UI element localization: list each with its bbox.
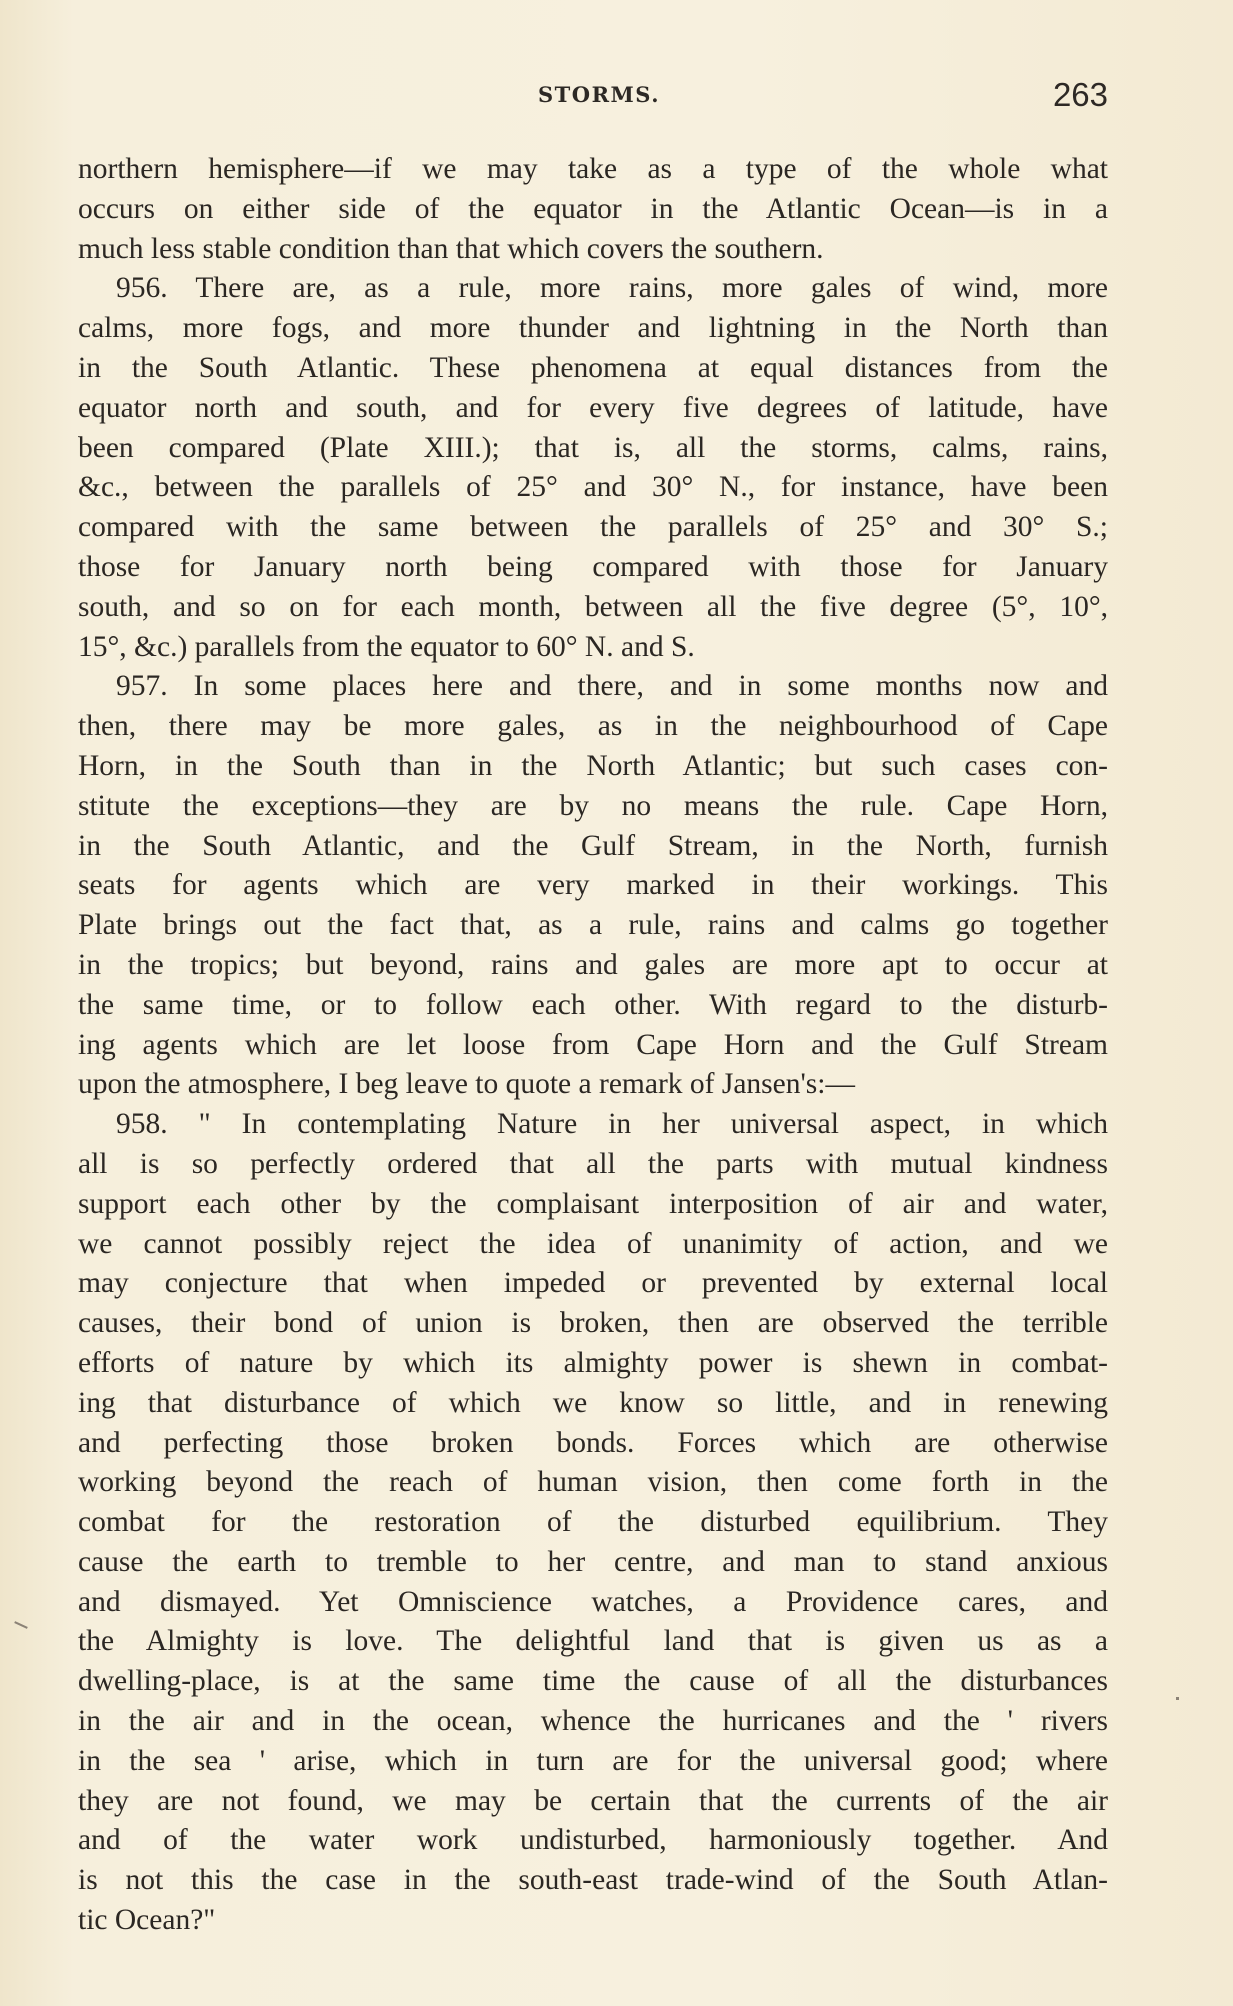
paragraph-956-start: 956. There are, as a rule, more rains, more gales of wind, more <box>116 272 1108 305</box>
text-line: those for January north being compared with those for January <box>78 550 1108 583</box>
text-line: support each other by the complaisant interposition of air and water, <box>78 1187 1108 1220</box>
text-line: all is so perfectly ordered that all the parts with mutual kindness <box>78 1147 1108 1180</box>
text-line: and dismayed. Yet Omniscience watches, a Providence cares, and <box>78 1585 1108 1618</box>
page-number: 263 <box>1052 76 1108 113</box>
paragraph-958-start: 958. " In contemplating Nature in her universal aspect, in which <box>116 1108 1108 1141</box>
text-line: the Almighty is love. The delightful land that is given us as a <box>78 1625 1108 1658</box>
text-line: is not this the case in the south-east trade-wind of the South Atlan- <box>78 1864 1108 1897</box>
text-line: in the South Atlantic, and the Gulf Stream, in the North, furnish <box>78 829 1108 862</box>
margin-mark <box>14 1621 28 1629</box>
text-line: equator north and south, and for every five degrees of latitude, have <box>78 391 1108 424</box>
text-line: may conjecture that when impeded or prevented by external local <box>78 1267 1108 1300</box>
margin-dot <box>1176 1697 1179 1700</box>
text-line: they are not found, we may be certain that the currents of the air <box>78 1784 1108 1817</box>
text-line: in the South Atlantic. These phenomena at equal distances from the <box>78 351 1108 384</box>
text-line: ing agents which are let loose from Cape Horn and the Gulf Stream <box>78 1028 1108 1061</box>
text-line: stitute the exceptions—they are by no means the rule. Cape Horn, <box>78 789 1108 822</box>
text-line: in the air and in the ocean, whence the hurricanes and the ' rivers <box>78 1705 1108 1738</box>
text-line: occurs on either side of the equator in the Atlantic Ocean—is in a <box>78 192 1108 225</box>
text-line: much less stable condition than that which covers the southern. <box>78 232 824 265</box>
paragraph-957-start: 957. In some places here and there, and in some months now and <box>116 670 1108 703</box>
text-line: upon the atmosphere, I beg leave to quote a remark of Jansen's:— <box>78 1068 855 1101</box>
text-line: tic Ocean?" <box>78 1904 216 1937</box>
text-line: the same time, or to follow each other. With regard to the disturb- <box>78 988 1108 1021</box>
text-line: &c., between the parallels of 25° and 30° N., for instance, have been <box>78 471 1108 504</box>
text-line: Plate brings out the fact that, as a rule, rains and calms go together <box>78 909 1108 942</box>
text-line: ing that disturbance of which we know so little, and in renewing <box>78 1386 1108 1419</box>
text-line: 15°, &c.) parallels from the equator to 60° N. and S. <box>78 630 695 663</box>
running-head: STORMS. <box>538 82 661 107</box>
text-line: then, there may be more gales, as in the neighbourhood of Cape <box>78 710 1108 743</box>
text-line: efforts of nature by which its almighty power is shewn in combat- <box>78 1346 1108 1379</box>
text-line: in the sea ' arise, which in turn are for the universal good; where <box>78 1744 1108 1777</box>
text-line: in the tropics; but beyond, rains and gales are more apt to occur at <box>78 948 1108 981</box>
page-header <box>78 76 1108 118</box>
text-line: dwelling-place, is at the same time the cause of all the disturbances <box>78 1665 1108 1698</box>
text-line: calms, more fogs, and more thunder and lightning in the North than <box>78 312 1108 345</box>
text-line: combat for the restoration of the disturbed equilibrium. They <box>78 1506 1108 1539</box>
text-line: and perfecting those broken bonds. Forces which are otherwise <box>78 1426 1108 1459</box>
text-line: cause the earth to tremble to her centre, and man to stand anxious <box>78 1545 1108 1578</box>
text-line: and of the water work undisturbed, harmoniously together. And <box>78 1824 1108 1857</box>
text-line: Horn, in the South than in the North Atlantic; but such cases con- <box>78 749 1108 782</box>
text-line: been compared (Plate XIII.); that is, all the storms, calms, rains, <box>78 431 1108 464</box>
text-line: working beyond the reach of human vision, then come forth in the <box>78 1466 1108 1499</box>
text-line: causes, their bond of union is broken, then are observed the terrible <box>78 1307 1108 1340</box>
text-line: compared with the same between the parallels of 25° and 30° S.; <box>78 511 1108 544</box>
text-line: northern hemisphere—if we may take as a type of the whole what <box>78 153 1108 185</box>
body-text <box>78 150 1108 1941</box>
text-line: seats for agents which are very marked in their workings. This <box>78 869 1108 902</box>
text-line: we cannot possibly reject the idea of unanimity of action, and we <box>78 1227 1108 1260</box>
text-line: south, and so on for each month, between all the five degree (5°, 10°, <box>78 590 1108 623</box>
